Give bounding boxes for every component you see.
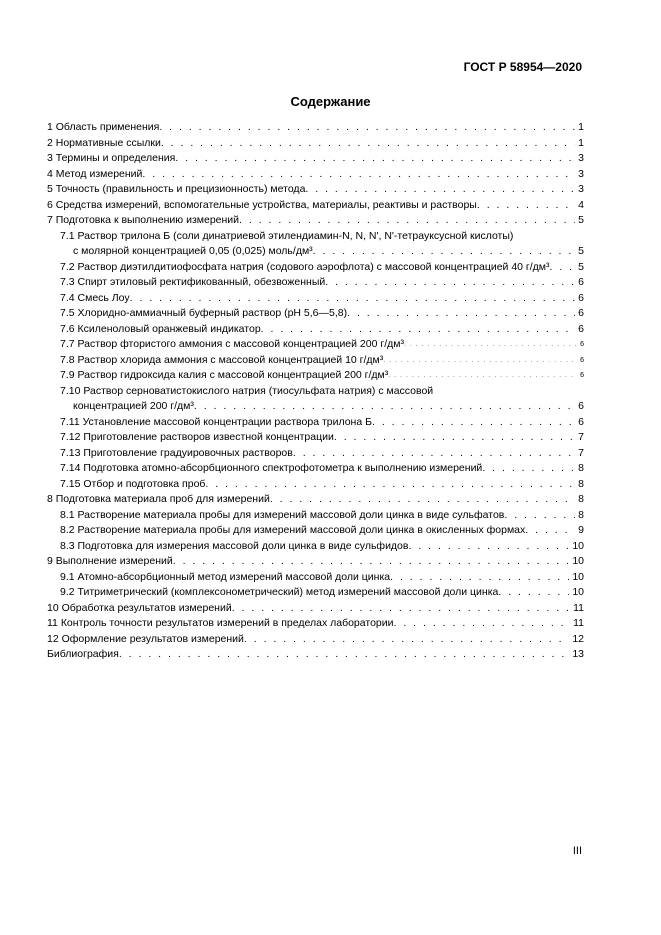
- toc-entry-12[interactable]: [47, 632, 584, 648]
- toc-entry-7-4[interactable]: [47, 291, 584, 307]
- toc-label: 7.8 Раствор хлорида аммония с массовой концентрацией 10 г/дм³: [60, 353, 384, 366]
- toc-entry-8-3[interactable]: [47, 539, 584, 555]
- toc-entry-7-12[interactable]: [47, 430, 584, 446]
- dot-leader: [175, 151, 575, 167]
- dot-leader: [334, 430, 575, 446]
- toc-page: 1: [578, 121, 584, 133]
- toc-entry-8-2[interactable]: [47, 523, 584, 539]
- dot-leader: [239, 213, 575, 229]
- toc-entry-7-7[interactable]: [47, 337, 584, 353]
- toc-label: 7.7 Раствор фтористого аммония с массовой концентрацией 200 г/дм³: [60, 338, 404, 350]
- dot-leader: [244, 632, 569, 648]
- toc-entry-5[interactable]: [47, 182, 584, 198]
- toc-entry-7-3[interactable]: [47, 275, 584, 291]
- dot-leader: [313, 244, 575, 260]
- toc-page: 7: [578, 431, 584, 443]
- dot-leader: [388, 368, 577, 384]
- dot-leader: [194, 399, 575, 415]
- toc-page: 5: [578, 245, 584, 257]
- toc-page: 3: [578, 152, 584, 164]
- dot-leader: [525, 523, 575, 539]
- page-number: III: [572, 845, 582, 857]
- toc-entry-8[interactable]: [47, 492, 584, 508]
- toc-page: 11: [573, 601, 584, 614]
- toc-page: 4: [578, 198, 584, 211]
- toc-entry-7-13[interactable]: [47, 446, 584, 462]
- toc-entry-9-2[interactable]: [47, 585, 584, 601]
- toc-page: 6: [580, 356, 584, 364]
- toc-entry-7-2[interactable]: [47, 260, 584, 276]
- toc-page: 6: [578, 415, 584, 428]
- toc-label: 7.11 Установление массовой концентрации раствора трилона Б: [60, 415, 372, 428]
- dot-leader: [232, 601, 570, 617]
- dot-leader: [161, 136, 575, 152]
- toc-page: 6: [578, 291, 584, 304]
- toc-page: 6: [580, 372, 584, 379]
- toc-label: 1 Область применения: [47, 121, 160, 133]
- toc-page: 1: [578, 136, 584, 149]
- toc-label: 7.14 Подготовка атомно-абсорбционного спектрофотометра к выполнению измерений: [60, 462, 483, 474]
- toc-entry-4[interactable]: [47, 167, 584, 183]
- toc-page: 13: [572, 648, 584, 660]
- toc-entry-7-15[interactable]: [47, 477, 584, 493]
- toc-page: 8: [578, 477, 584, 490]
- toc-label: 12 Оформление результатов измерений: [47, 632, 244, 645]
- toc-page: 9: [578, 524, 584, 536]
- dot-leader: [347, 306, 575, 322]
- toc-label: 7.4 Смесь Лоу: [60, 291, 130, 304]
- toc-label: Библиография: [47, 648, 119, 660]
- toc-label: 7.6 Ксиленоловый оранжевый индикатор: [60, 322, 261, 335]
- toc-entry-7-6[interactable]: [47, 322, 584, 338]
- toc-label: 8.2 Растворение материала пробы для измерений массовой доли цинка в окисленных формах: [60, 524, 526, 536]
- toc-entry-7[interactable]: [47, 213, 584, 229]
- toc-label-continued: с молярной концентрацией 0,05 (0,025) моль/дм³: [73, 245, 313, 257]
- toc-label: 9.1 Атомно-абсорбционный метод измерений массовой доли цинка: [60, 570, 391, 583]
- toc-page: 10: [572, 555, 584, 567]
- toc-page: 12: [572, 632, 584, 645]
- dot-leader: [305, 182, 575, 198]
- toc-label-continued: концентрацией 200 г/дм³: [73, 400, 194, 412]
- toc-page: 10: [572, 586, 584, 598]
- dot-leader: [498, 585, 569, 601]
- toc-entry-7-8[interactable]: [47, 353, 584, 369]
- toc-label: 9.2 Титриметрический (комплексонометрический) метод измерений массовой доли цинка: [60, 586, 499, 598]
- toc-entry-10[interactable]: [47, 601, 584, 617]
- toc-page: 8: [578, 493, 584, 505]
- page-title: Содержание: [290, 94, 371, 109]
- dot-leader: [205, 477, 575, 493]
- dot-leader: [477, 198, 575, 214]
- dot-leader: [119, 647, 569, 663]
- toc-label: 3 Термины и определения: [47, 152, 176, 164]
- toc-label: 7.10 Раствор серноватистокислого натрия (тиосульфата натрия) с массовой: [60, 384, 434, 397]
- dot-leader: [270, 492, 575, 508]
- dot-leader: [393, 616, 570, 632]
- toc-entry-6[interactable]: [47, 198, 584, 214]
- toc-page: 8: [578, 462, 584, 474]
- toc-entry-7-5[interactable]: [47, 306, 584, 322]
- toc-entry-7-14[interactable]: [47, 461, 584, 477]
- toc-entry-1[interactable]: [47, 120, 584, 136]
- dot-leader: [142, 167, 575, 183]
- dot-leader: [390, 570, 569, 586]
- toc-label: 8.1 Растворение материала пробы для измерений массовой доли цинка в виде сульфатов: [60, 508, 505, 521]
- toc-page: 5: [578, 260, 584, 273]
- dot-leader: [408, 539, 569, 555]
- toc-label: 8 Подготовка материала проб для измерений: [47, 493, 270, 505]
- toc-page: 5: [578, 214, 584, 226]
- toc-entry-3[interactable]: [47, 151, 584, 167]
- toc-label: 6 Средства измерений, вспомогательные устройства, материалы, реактивы и растворы: [47, 198, 477, 211]
- toc-label: 7.9 Раствор гидроксида калия с массовой концентрацией 200 г/дм³: [60, 369, 389, 381]
- dot-leader: [482, 461, 575, 477]
- toc-page: 3: [578, 183, 584, 195]
- toc-label: 5 Точность (правильность и прецизионность) метода: [47, 183, 306, 195]
- toc-page: 10: [572, 539, 584, 552]
- toc-page: 6: [580, 341, 584, 348]
- toc-label: 7.15 Отбор и подготовка проб: [60, 477, 206, 490]
- toc-entry-9-1[interactable]: [47, 570, 584, 586]
- toc-page: 10: [572, 570, 584, 583]
- toc-page: 6: [578, 276, 584, 288]
- toc-label: 9 Выполнение измерений: [47, 555, 173, 567]
- toc-label: 8.3 Подготовка для измерения массовой доли цинка в виде сульфидов: [60, 539, 409, 552]
- document-header: ГОСТ Р 58954—2020: [463, 60, 582, 74]
- toc-page: 8: [578, 508, 584, 521]
- toc-entry-9[interactable]: [47, 554, 584, 570]
- dot-leader: [261, 322, 575, 338]
- toc-label: 7.1 Раствор трилона Б (соли динатриевой этилендиамин-N, N, N', N'-тетрауксусной кислоты): [60, 229, 514, 242]
- toc-entry-7-10[interactable]: [47, 384, 584, 415]
- toc-label: 7 Подготовка к выполнению измерений: [47, 214, 240, 226]
- toc-label: 10 Обработка результатов измерений: [47, 601, 232, 614]
- dot-leader: [293, 446, 575, 462]
- toc-entry-7-11[interactable]: [47, 415, 584, 431]
- toc-label: 2 Нормативные ссылки: [47, 136, 161, 149]
- toc-entry-8-1[interactable]: [47, 508, 584, 524]
- toc-page: 7: [578, 446, 584, 459]
- toc-label: 11 Контроль точности результатов измерений в пределах лаборатории: [47, 617, 394, 629]
- dot-leader: [173, 554, 570, 570]
- toc-page: 6: [578, 400, 584, 412]
- dot-leader: [504, 508, 575, 524]
- dot-leader: [404, 337, 577, 353]
- toc-entry-7-9[interactable]: [47, 368, 584, 384]
- dot-leader: [325, 275, 575, 291]
- dot-leader: [159, 120, 575, 136]
- dot-leader: [130, 291, 576, 307]
- table-of-contents: [47, 120, 584, 663]
- toc-label: 7.5 Хлоридно-аммиачный буферный раствор (pH 5,6—5,8): [60, 307, 348, 319]
- toc-entry-2[interactable]: [47, 136, 584, 152]
- toc-entry-bibliography[interactable]: [47, 647, 584, 663]
- toc-label: 4 Метод измерений: [47, 167, 143, 180]
- toc-entry-7-1[interactable]: [47, 229, 584, 260]
- toc-page: 6: [578, 322, 584, 335]
- toc-label: 7.13 Приготовление градуировочных растворов: [60, 446, 293, 459]
- dot-leader: [550, 260, 576, 276]
- toc-page: 3: [578, 167, 584, 180]
- toc-label: 7.12 Приготовление растворов известной концентрации: [60, 431, 334, 443]
- toc-label: 7.3 Спирт этиловый ректификованный, обезвоженный: [60, 276, 326, 288]
- dot-leader: [372, 415, 575, 431]
- toc-page: 6: [578, 307, 584, 319]
- toc-page: 11: [573, 617, 584, 629]
- toc-label: 7.2 Раствор диэтилдитиофосфата натрия (содового аэрофлота) с массовой концентрацией 40 г/дм³: [60, 260, 550, 273]
- dot-leader: [383, 353, 577, 369]
- toc-entry-11[interactable]: [47, 616, 584, 632]
